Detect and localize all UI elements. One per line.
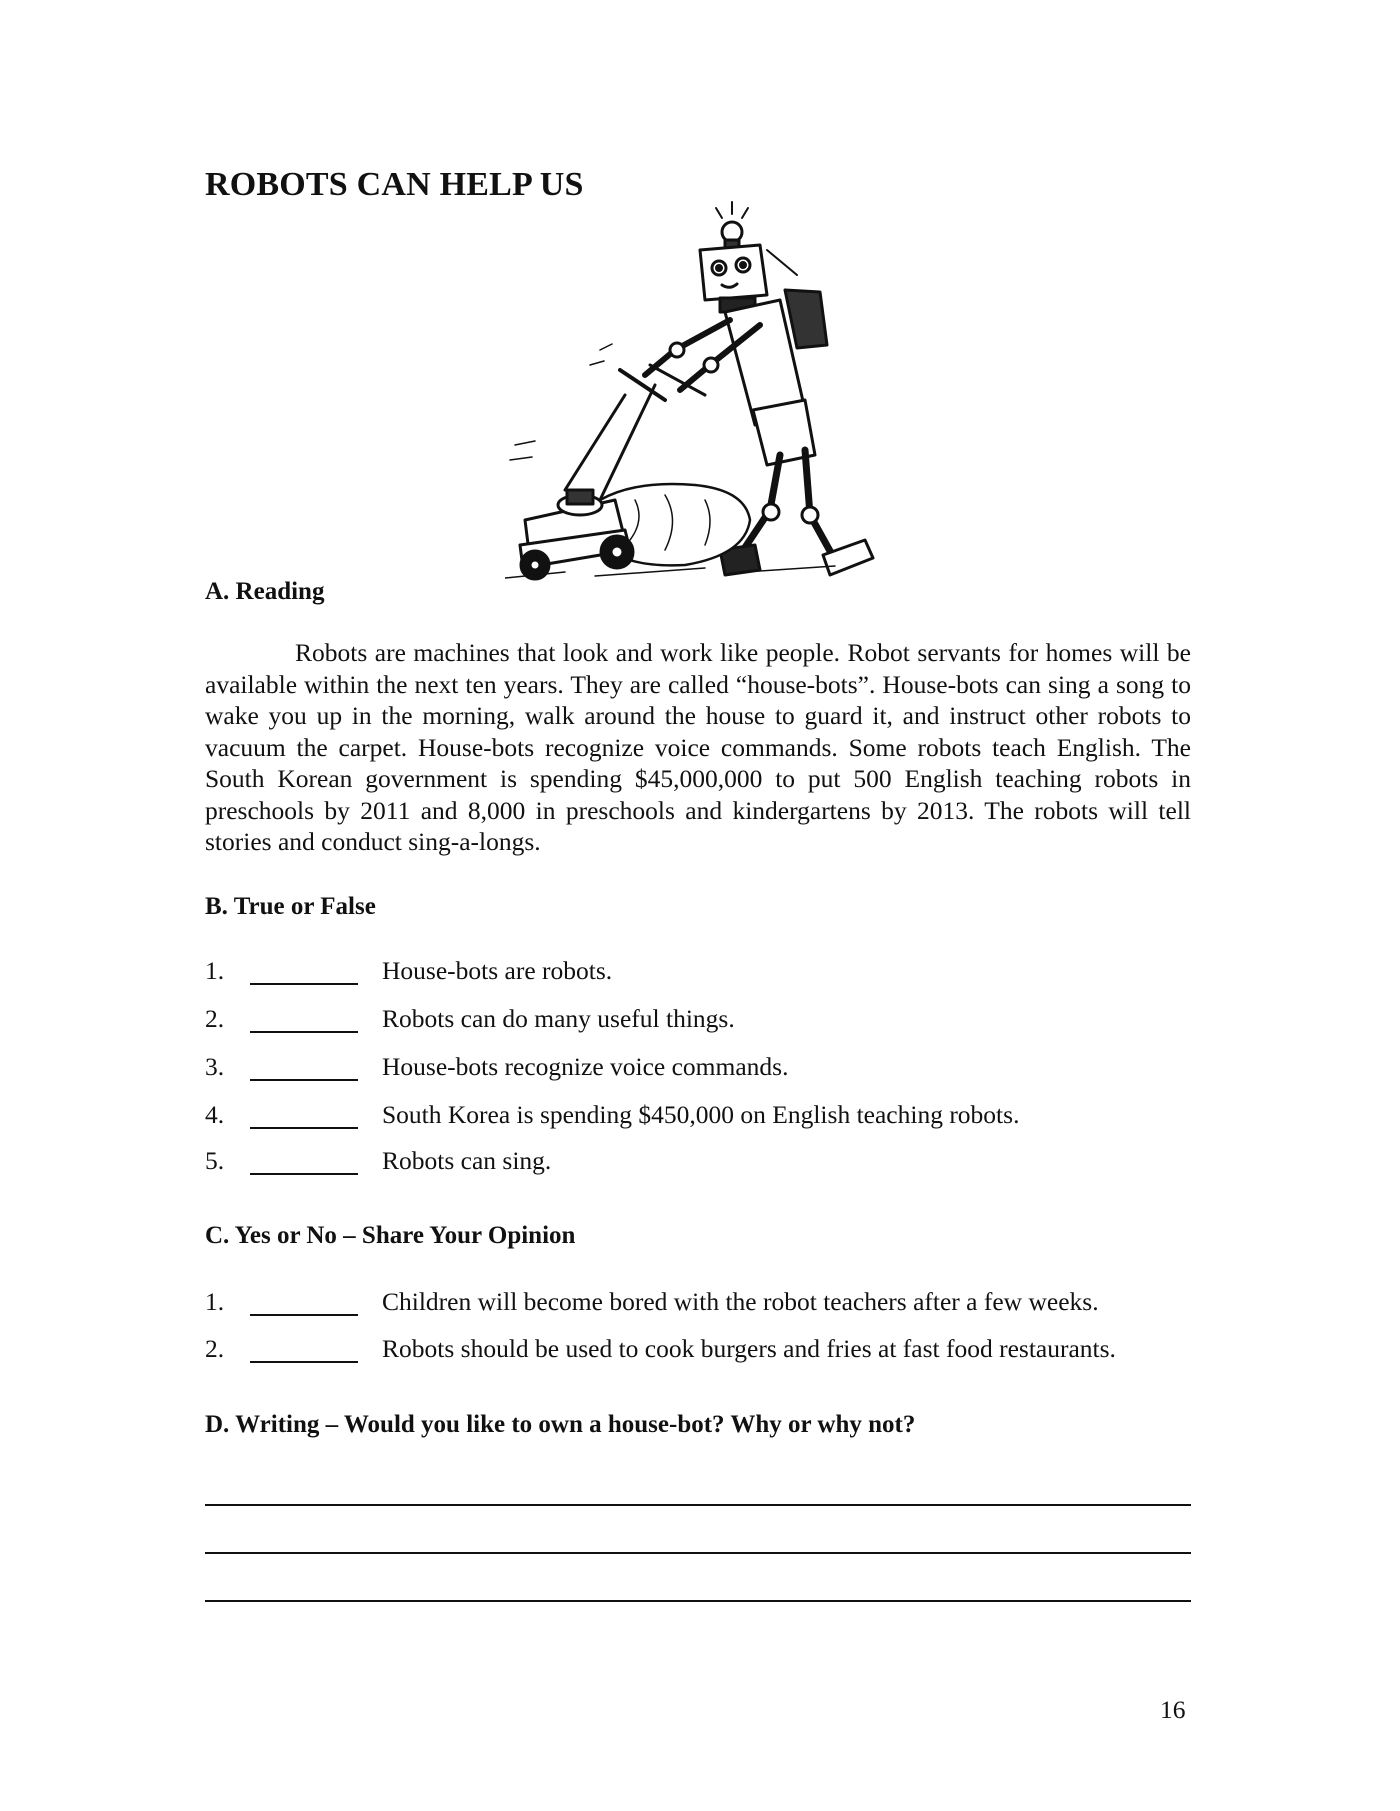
item-number: 4. — [205, 1100, 225, 1129]
answer-blank[interactable] — [250, 1127, 358, 1129]
item-number: 3. — [205, 1052, 225, 1081]
item-statement: House-bots recognize voice commands. — [382, 1052, 789, 1081]
item-number: 1. — [205, 1287, 225, 1316]
writing-heading: D. Writing – Would you like to own a house-bot? Why or why not? — [205, 1411, 916, 1438]
answer-blank[interactable] — [250, 1079, 358, 1081]
reading-paragraph — [205, 637, 1191, 858]
item-number: 2. — [205, 1334, 225, 1363]
writing-answer-line[interactable] — [205, 1600, 1191, 1602]
page-title: ROBOTS CAN HELP US — [205, 166, 584, 203]
item-number: 5. — [205, 1146, 225, 1175]
robot-mowing-lawn-icon — [505, 200, 900, 585]
writing-answer-line[interactable] — [205, 1552, 1191, 1554]
answer-blank[interactable] — [250, 1031, 358, 1033]
true-false-heading: B. True or False — [205, 893, 376, 920]
page-number: 16 — [1160, 1695, 1186, 1724]
answer-blank[interactable] — [250, 1314, 358, 1316]
answer-blank[interactable] — [250, 983, 358, 985]
item-statement: Robots can sing. — [382, 1146, 552, 1175]
answer-blank[interactable] — [250, 1173, 358, 1175]
reading-heading: A. Reading — [205, 578, 325, 605]
writing-answer-line[interactable] — [205, 1504, 1191, 1506]
reading-paragraph-text: Robots are machines that look and work like people. Robot servants for homes will be available within the next ten years. They are called “house-bots”. House-bots can sing a song to wake you up in the morning, walk around the house to guard it, and instruct other robots to vacuum the carpet. House-bots recognize voice commands. Some robots teach English. The South Korean government is spending $45,000,000 to put 500 English teaching robots in preschools by 2011 and 8,000 in preschools and kindergartens by 2013. The robots will tell stories and conduct sing-a-longs. — [205, 638, 1191, 856]
item-statement: House-bots are robots. — [382, 956, 613, 985]
item-statement: Robots can do many useful things. — [382, 1004, 735, 1033]
opinion-heading: C. Yes or No – Share Your Opinion — [205, 1222, 576, 1249]
item-number: 1. — [205, 956, 225, 985]
answer-blank[interactable] — [250, 1361, 358, 1363]
item-statement: South Korea is spending $450,000 on English teaching robots. — [382, 1100, 1020, 1129]
item-number: 2. — [205, 1004, 225, 1033]
item-statement: Children will become bored with the robot teachers after a few weeks. — [382, 1287, 1099, 1316]
item-statement: Robots should be used to cook burgers and fries at fast food restaurants. — [382, 1334, 1116, 1363]
